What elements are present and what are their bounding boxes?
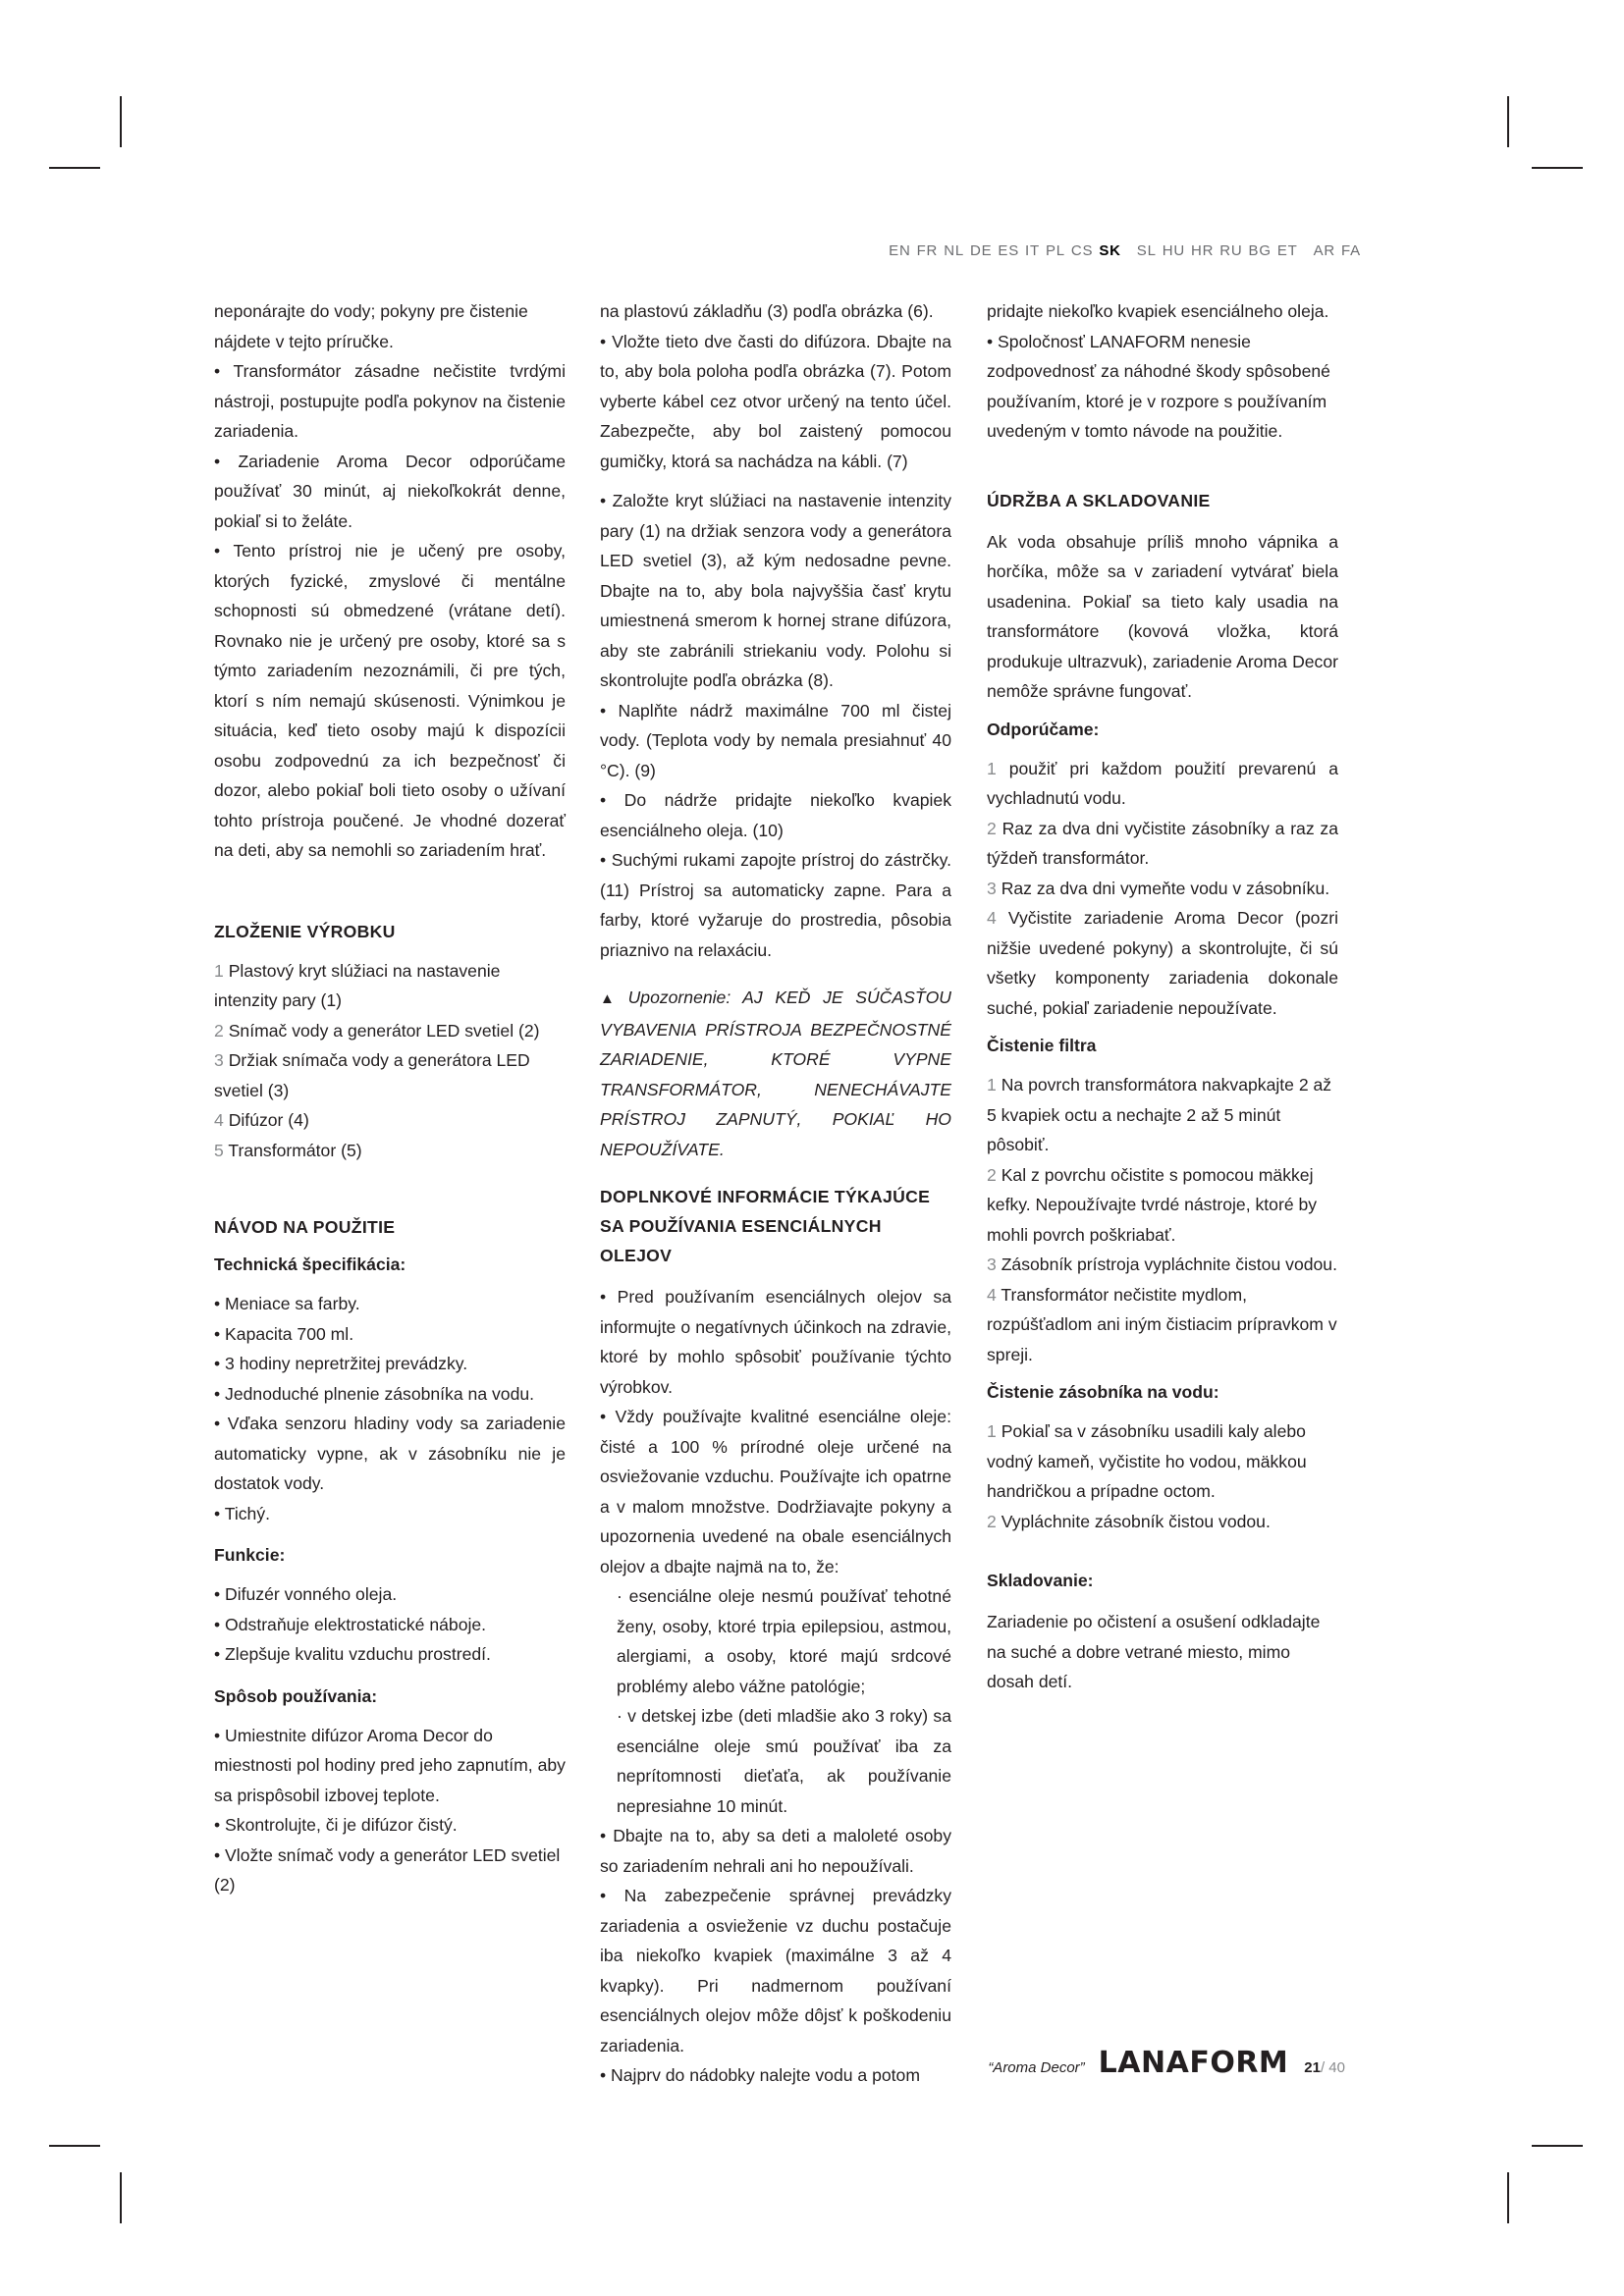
paragraph: na plastovú základňu (3) podľa obrázka (6). <box>600 301 934 321</box>
lang-pl: PL <box>1045 242 1065 259</box>
crop-mark-top-left-vertical <box>120 96 122 147</box>
bullet-paragraph: • Vždy používajte kvalitné esenciálne oleje: čisté a 100 % prírodné oleje určené na osviežovanie vzduchu. Používajte ich opatrne a v malom množstve. Dodržiavajte pokyny a upozornenia uvedené na obale esenciálnych olejov a dbajte najmä na to, že: <box>600 1407 951 1576</box>
sub-bullet-paragraph: · esenciálne oleje nesmú používať tehotné ženy, osoby, ktoré trpia epilepsiou, astmou, alergiami, a osoby, ktoré majú srdcové problémy alebo vážne patológie; <box>617 1586 951 1696</box>
list-item: • Skontrolujte, či je difúzor čistý. <box>214 1815 458 1835</box>
item-number: 3 <box>987 878 997 898</box>
bullet-paragraph: • Založte kryt slúžiaci na nastavenie intenzity pary (1) na držiak senzora vody a generátora LED svetiel (3), až kým nedosadne pevne. Dbajte na to, aby bola najvyššia časť krytu umiestnená smerom k hornej strane difúzora, aby ste zabránili striekaniu vody. Polohu si skontrolujte podľa obrázka (8). <box>600 491 951 690</box>
sposob-list <box>214 1721 566 1900</box>
warning-text: Upozornenie: AJ KEĎ JE SÚČASŤOU VYBAVENIA PRÍSTROJA BEZPEČNOSTNÉ ZARIADENIE, KTORÉ VYPNE TRANSFORMÁTOR, NENECHÁVAJTE PRÍSTROJ ZAPNUTÝ, POKIAĽ HO NEPOUŽÍVATE. <box>600 988 951 1159</box>
section-heading-zlozenie: ZLOŽENIE VÝROBKU <box>214 921 396 941</box>
item-number: 3 <box>987 1255 997 1274</box>
list-item <box>214 1105 566 1136</box>
list-item <box>987 814 1338 874</box>
subheading-tech: Technická špecifikácia: <box>214 1255 406 1274</box>
lang-it: IT <box>1025 242 1040 259</box>
bullet-paragraph: • Spoločnosť LANAFORM nenesie zodpovednosť za náhodné škody spôsobené používaním, ktoré je v rozpore s používaním uvedeným v tomto návode na použitie. <box>987 331 1330 441</box>
warning-note <box>600 983 951 1164</box>
bullet-paragraph: • Dbajte na to, aby sa deti a maloleté osoby so zariadením nehrali ani ho nepoužívali. <box>600 1826 951 1876</box>
list-item: • Zlepšuje kvalitu vzduchu prostredí. <box>214 1644 491 1664</box>
item-number: 4 <box>987 1284 997 1305</box>
lang-sk-active: SK <box>1099 242 1121 259</box>
item-number: 1 <box>987 1075 997 1095</box>
lang-en: EN <box>889 242 911 259</box>
item-text: Plastový kryt slúžiaci na nastavenie intenzity pary (1) <box>214 960 501 1010</box>
lang-nl: NL <box>944 242 964 259</box>
lang-bg: BG <box>1248 242 1272 259</box>
lang-hr: HR <box>1191 242 1215 259</box>
crop-mark-bottom-left-vertical <box>120 2172 122 2223</box>
brand-logo: LANAFORM <box>1098 2046 1289 2080</box>
bullet-paragraph: • Tento prístroj nie je učený pre osoby, ktorých fyzické, zmyslové či mentálne schopnosti sú obmedzené (vrátane detí). Rovnako nie je určený pre osoby, ktoré sa s týmto zariadením nezoznámili, či pre tých, ktorí s ním nemajú skúsenosti. Výnimkou je situácia, keď tieto osoby majú k dispozícii osobu zodpovednú za ich bezpečnosť či dozor, alebo pokiaľ boli tieto osoby o užívaní tohto prístroja poučené. Je vhodné dozerať na deti, aby sa nemohli so zariadením hrať. <box>214 541 566 860</box>
list-item <box>214 1136 566 1166</box>
item-text: Držiak snímača vody a generátora LED svetiel (3) <box>214 1050 530 1100</box>
list-item <box>214 956 566 1016</box>
lang-fr: FR <box>916 242 939 259</box>
odporucame-list <box>987 754 1338 1024</box>
item-text: Raz za dva dni vymeňte vodu v zásobníku. <box>1001 878 1330 898</box>
bullet-paragraph: • Naplňte nádrž maximálne 700 ml čistej vody. (Teplota vody by nemala presiahnuť 40 °C). (9) <box>600 700 951 780</box>
column-3 <box>987 296 1338 1697</box>
section-heading-navod: NÁVOD NA POUŽITIE <box>214 1217 396 1237</box>
page-footer <box>988 2046 1345 2080</box>
subheading-funkcie: Funkcie: <box>214 1545 286 1565</box>
subheading-skladovanie: Skladovanie: <box>987 1571 1094 1590</box>
item-number: 1 <box>214 960 224 981</box>
bullet-paragraph: • Suchými rukami zapojte prístroj do zástrčky. (11) Prístroj sa automaticky zapne. Para a farby, ktoré vyžaruje do prostredia, pôsobia priaznivo na relaxáciu. <box>600 850 951 960</box>
lang-ar: AR <box>1313 242 1336 259</box>
item-text: použiť pri každom použití prevarenú a vychladnutú vodu. <box>987 758 1339 808</box>
list-item <box>987 903 1338 1023</box>
bullet-paragraph: • Pred používaním esenciálnych olejov sa informujte o negatívnych účinkoch na zdravie, ktoré by mohlo spôsobiť používanie týchto výrobkov. <box>600 1287 951 1397</box>
item-number: 1 <box>987 758 997 778</box>
parts-list <box>214 956 566 1166</box>
crop-mark-top-right-vertical <box>1507 96 1509 147</box>
paragraph: Zariadenie po očistení a osušení odkladajte na suché a dobre vetrané miesto, mimo dosah detí. <box>987 1612 1321 1691</box>
list-item <box>214 1045 566 1105</box>
item-number: 2 <box>987 1511 997 1531</box>
item-text: Vypláchnite zásobník čistou vodou. <box>1001 1511 1271 1531</box>
list-item: • 3 hodiny nepretržitej prevádzky. <box>214 1354 468 1373</box>
list-item <box>987 1070 1338 1160</box>
crop-mark-top-right-horizontal <box>1532 167 1583 169</box>
bullet-paragraph: • Najprv do nádobky nalejte vodu a potom <box>600 2065 920 2085</box>
section-heading-doplnkove: DOPLNKOVÉ INFORMÁCIE TÝKAJÚCE SA POUŽÍVANIA ESENCIÁLNYCH OLEJOV <box>600 1187 931 1265</box>
lang-cs: CS <box>1070 242 1094 259</box>
list-item <box>987 1507 1338 1537</box>
list-item <box>987 1280 1338 1370</box>
lang-fa: FA <box>1341 242 1361 259</box>
sub-bullet-paragraph: · v detskej izbe (deti mladšie ako 3 roky) sa esenciálne oleje smú používať iba za neprítomnosti dieťaťa, ak používanie nepresiahne 10 minút. <box>617 1706 951 1816</box>
item-number: 3 <box>214 1050 224 1070</box>
list-item <box>987 874 1338 904</box>
list-item: • Difuzér vonného oleja. <box>214 1584 398 1604</box>
language-bar <box>883 242 1361 259</box>
tech-list <box>214 1289 566 1528</box>
lang-ru: RU <box>1219 242 1243 259</box>
list-item <box>987 1250 1338 1280</box>
bullet-paragraph: • Zariadenie Aroma Decor odporúčame používať 30 minút, aj niekoľkokrát denne, pokiaľ si to želáte. <box>214 451 566 531</box>
crop-mark-top-left-horizontal <box>49 167 100 169</box>
bullet-paragraph: • Vložte tieto dve časti do difúzora. Dbajte na to, aby bola poloha podľa obrázka (7). Potom vyberte kábel cez otvor určený na tento účel. Zabezpečte, aby bol zaistený pomocou gumičky, ktorá sa nachádza na kábli. (7) <box>600 331 951 471</box>
list-item: • Kapacita 700 ml. <box>214 1323 354 1344</box>
list-item: • Vďaka senzoru hladiny vody sa zariadenie automaticky vypne, ak v zásobníku nie je dostatok vody. <box>214 1414 566 1493</box>
funkcie-list <box>214 1579 566 1670</box>
list-item: • Jednoduché plnenie zásobníka na vodu. <box>214 1383 535 1404</box>
lang-et: ET <box>1276 242 1298 259</box>
item-number: 2 <box>987 1164 997 1185</box>
subheading-odporucame: Odporúčame: <box>987 719 1100 739</box>
crop-mark-bottom-right-horizontal <box>1532 2145 1583 2147</box>
subheading-cistenie-filtra: Čistenie filtra <box>987 1036 1097 1055</box>
item-text: Difúzor (4) <box>228 1110 309 1130</box>
item-text: Na povrch transformátora nakvapkajte 2 až 5 kvapiek octu a nechajte 2 až 5 minút pôsobiť. <box>987 1075 1332 1154</box>
list-item <box>214 1016 566 1046</box>
item-text: Transformátor nečistite mydlom, rozpúšťadlom ani iným čistiacim prípravkom v spreji. <box>987 1284 1337 1364</box>
list-item: • Tichý. <box>214 1503 270 1523</box>
item-text: Vyčistite zariadenie Aroma Decor (pozri nižšie uvedené pokyny) a skontrolujte, či sú všetky komponenty zariadenia dokonale suché, pokiaľ zariadenie nepoužívate. <box>987 908 1339 1018</box>
paragraph: Ak voda obsahuje príliš mnoho vápnika a horčíka, môže sa v zariadení vytvárať biela usadenina. Pokiaľ sa tieto kaly usadia na transformátore (kovová vložka, ktorá produkuje ultrazvuk), zariadenie Aroma Decor nemôže správne fungovať. <box>987 531 1338 701</box>
list-item <box>987 754 1338 814</box>
section-heading-udrzba: ÚDRŽBA A SKLADOVANIE <box>987 490 1211 510</box>
lang-es: ES <box>998 242 1020 259</box>
paragraph: neponárajte do vody; pokyny pre čistenie nájdete v tejto príručke. <box>214 301 528 351</box>
cistenie-zasobnika-list <box>987 1416 1338 1536</box>
crop-mark-bottom-right-vertical <box>1507 2172 1509 2223</box>
item-number: 2 <box>987 818 997 838</box>
bullet-paragraph: • Transformátor zásadne nečistite tvrdými nástroji, postupujte podľa pokynov na čistenie zariadenia. <box>214 361 566 441</box>
warning-triangle-icon: ▲ <box>600 990 623 1007</box>
item-text: Snímač vody a generátor LED svetiel (2) <box>228 1020 540 1041</box>
page-number: 21 <box>1304 2059 1321 2076</box>
item-number: 1 <box>987 1421 997 1441</box>
list-item: • Odstraňuje elektrostatické náboje. <box>214 1614 487 1634</box>
column-1 <box>214 296 566 1900</box>
item-text: Pokiaľ sa v zásobníku usadili kaly alebo vodný kameň, vyčistite ho vodou, mäkkou handričkou a prípadne octom. <box>987 1421 1307 1501</box>
lang-sl: SL <box>1136 242 1157 259</box>
cistenie-filtra-list <box>987 1070 1338 1369</box>
item-number: 5 <box>214 1140 224 1160</box>
item-text: Kal z povrchu očistite s pomocou mäkkej kefky. Nepoužívajte tvrdé nástroje, ktoré by mohli povrch poškriabať. <box>987 1164 1318 1245</box>
bullet-paragraph: • Na zabezpečenie správnej prevádzky zariadenia a osvieženie vz duchu postačuje iba niekoľko kvapiek (maximálne 3 až 4 kvapky). Pri nadmernom používaní esenciálnych olejov môže dôjsť k poškodeniu zariadenia. <box>600 1886 951 2056</box>
lang-de: DE <box>969 242 993 259</box>
list-item: • Meniace sa farby. <box>214 1294 360 1313</box>
item-number: 4 <box>987 908 997 928</box>
crop-mark-bottom-left-horizontal <box>49 2145 100 2147</box>
paragraph: pridajte niekoľko kvapiek esenciálneho oleja. <box>987 301 1329 321</box>
item-text: Transformátor (5) <box>228 1140 362 1160</box>
list-item <box>987 1416 1338 1507</box>
item-text: Raz za dva dni vyčistite zásobníky a raz za týždeň transformátor. <box>987 818 1338 868</box>
product-name: “Aroma Decor” <box>988 2059 1085 2076</box>
item-number: 2 <box>214 1020 224 1041</box>
list-item: • Umiestnite difúzor Aroma Decor do miestnosti pol hodiny pred jeho zapnutím, aby sa prispôsobil izbovej teplote. <box>214 1725 566 1805</box>
subheading-sposob: Spôsob používania: <box>214 1685 378 1706</box>
list-item: • Vložte snímač vody a generátor LED svetiel (2) <box>214 1844 561 1895</box>
subheading-cistenie-zasobnika: Čistenie zásobníka na vodu: <box>987 1382 1219 1402</box>
column-2 <box>600 296 951 2091</box>
list-item <box>987 1160 1338 1251</box>
bullet-paragraph: • Do nádrže pridajte niekoľko kvapiek esenciálneho oleja. (10) <box>600 790 951 840</box>
lang-hu: HU <box>1162 242 1186 259</box>
item-number: 4 <box>214 1110 224 1130</box>
page-total: / 40 <box>1320 2059 1345 2076</box>
item-text: Zásobník prístroja vypláchnite čistou vodou. <box>1001 1255 1337 1274</box>
